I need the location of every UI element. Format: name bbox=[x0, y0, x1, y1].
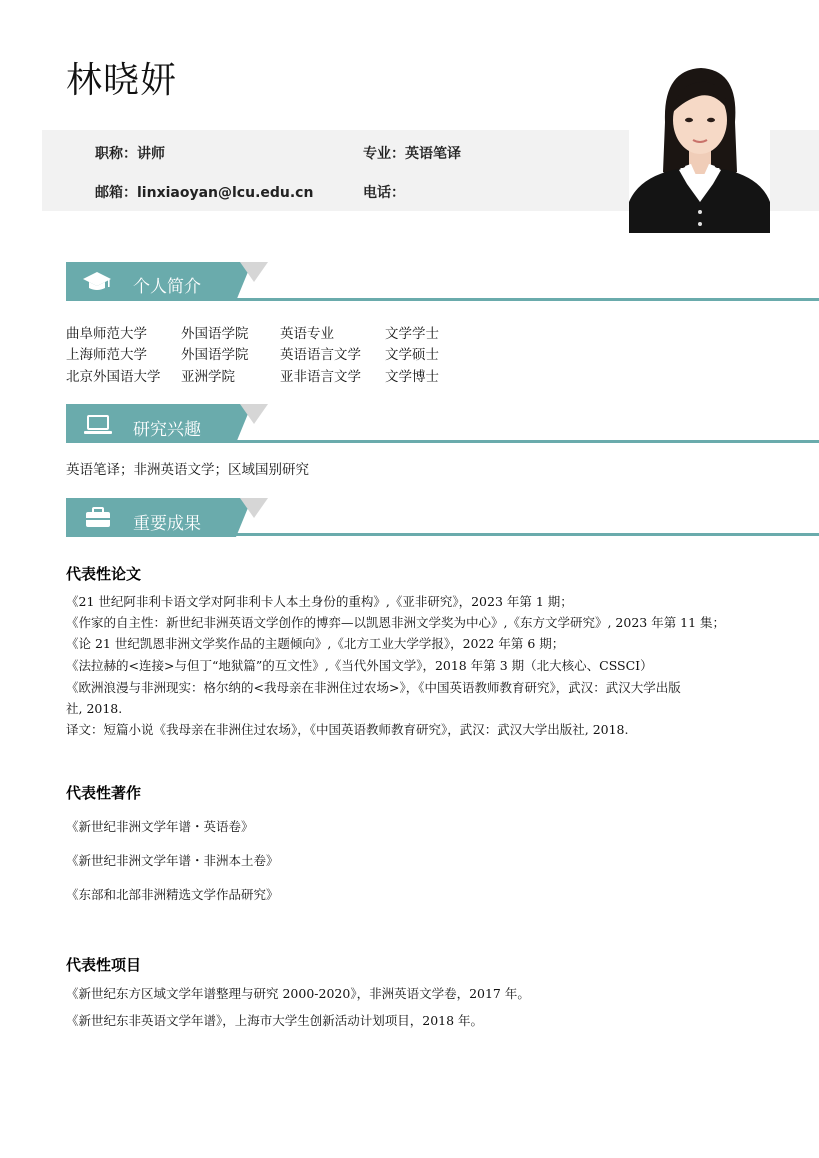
section-profile-title: 个人简介 bbox=[133, 277, 201, 297]
major-value: 英语笔译 bbox=[405, 146, 461, 162]
book-item: 《新世纪非洲文学年谱・英语卷》 bbox=[66, 819, 254, 834]
paper-item: 《论 21 世纪凯恩非洲文学奖作品的主题倾向》,《北方工业大学学报》，2022 年第 6 期； bbox=[66, 636, 565, 651]
email-field bbox=[95, 182, 313, 202]
paper-item: 译文：短篇小说《我母亲在非洲住过农场》，《中国英语教师教育研究》，武汉：武汉大学出版社, 2018. bbox=[66, 722, 629, 737]
paper-item: 《21 世纪阿非利卡语文学对阿非利卡人本土身份的重构》,《亚非研究》，2023 年第 1 期； bbox=[66, 594, 573, 609]
phone-field bbox=[363, 182, 405, 202]
book-item: 《新世纪非洲文学年谱・非洲本土卷》 bbox=[66, 853, 279, 868]
edu-school: 上海师范大学 bbox=[66, 347, 147, 363]
section-achievements-title: 重要成果 bbox=[133, 514, 201, 534]
title-value: 讲师 bbox=[137, 146, 165, 162]
edu-school: 北京外国语大学 bbox=[66, 369, 161, 385]
edu-college: 亚洲学院 bbox=[181, 369, 235, 385]
title-label: 职称： bbox=[95, 146, 137, 162]
person-name: 林晓妍 bbox=[66, 60, 178, 101]
paper-item: 《法拉赫的<连接>与但丁“地狱篇”的互文性》,《当代外国文学》，2018 年第 3 期（北大核心、CSSCI） bbox=[66, 658, 653, 673]
research-interests: 英语笔译；非洲英语文学；区域国别研究 bbox=[66, 462, 309, 478]
edu-major: 英语专业 bbox=[280, 326, 334, 342]
books-heading: 代表性著作 bbox=[66, 784, 142, 802]
graduation-cap-icon bbox=[82, 270, 112, 296]
project-item: 《新世纪东非英语文学年谱》，上海市大学生创新活动计划项目，2018 年。 bbox=[66, 1013, 484, 1028]
edu-major: 亚非语言文学 bbox=[280, 369, 361, 385]
projects-heading: 代表性项目 bbox=[66, 956, 142, 974]
section-profile-line bbox=[66, 298, 819, 301]
briefcase-icon bbox=[84, 507, 112, 533]
edu-degree: 文学博士 bbox=[385, 369, 439, 385]
title-field bbox=[95, 143, 165, 163]
major-field bbox=[363, 143, 461, 163]
paper-item: 《欧洲浪漫与非洲现实：格尔纳的<我母亲在非洲住过农场>》，《中国英语教师教育研究》，武汉：武汉大学出版 bbox=[66, 680, 681, 695]
edu-college: 外国语学院 bbox=[181, 326, 249, 342]
paper-item: 社, 2018. bbox=[66, 701, 123, 716]
email-label: 邮箱： bbox=[95, 185, 137, 201]
major-label: 专业： bbox=[363, 146, 405, 162]
edu-degree: 文学学士 bbox=[385, 326, 439, 342]
book-item: 《东部和北部非洲精选文学作品研究》 bbox=[66, 887, 279, 902]
edu-school: 曲阜师范大学 bbox=[66, 326, 147, 342]
email-value: linxiaoyan@lcu.edu.cn bbox=[137, 185, 314, 201]
section-research-title: 研究兴趣 bbox=[133, 420, 201, 440]
laptop-icon bbox=[83, 414, 113, 440]
section-research-line bbox=[66, 440, 819, 443]
project-item: 《新世纪东方区域文学年谱整理与研究 2000-2020》，非洲英语文学卷，2017 年。 bbox=[66, 986, 530, 1001]
edu-major: 英语语言文学 bbox=[280, 347, 361, 363]
edu-degree: 文学硕士 bbox=[385, 347, 439, 363]
edu-college: 外国语学院 bbox=[181, 347, 249, 363]
phone-label: 电话： bbox=[363, 185, 405, 201]
profile-photo bbox=[629, 52, 770, 233]
papers-heading: 代表性论文 bbox=[66, 565, 142, 583]
paper-item: 《作家的自主性：新世纪非洲英语文学创作的博弈—以凯恩非洲文学奖为中心》,《东方文学研究》, 2023 年第 11 集； bbox=[66, 615, 726, 630]
